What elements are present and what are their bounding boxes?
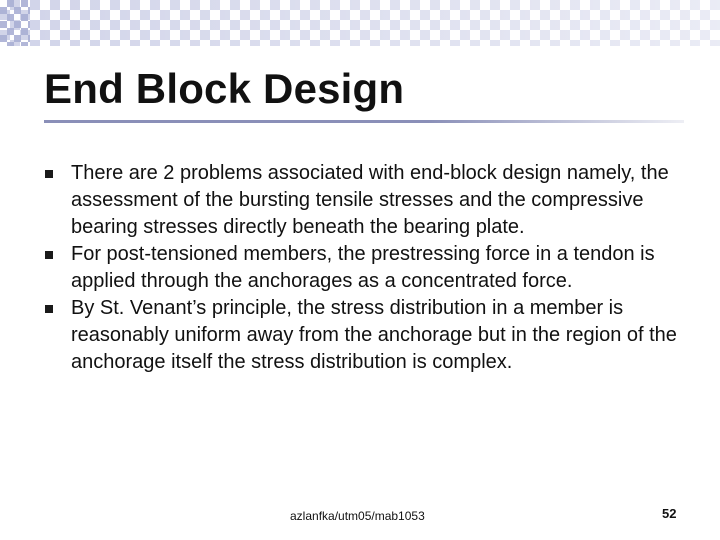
- title-underline: [44, 120, 684, 123]
- square-bullet-icon: [45, 251, 53, 259]
- checker-fade-overlay: [0, 0, 720, 46]
- square-bullet-icon: [45, 305, 53, 313]
- bullet-item: [44, 295, 694, 376]
- slide-page-number: 52: [662, 506, 677, 521]
- slide-title: End Block Design: [44, 65, 405, 112]
- bullet-text: By St. Venant’s principle, the stress distribution in a member is reasonably uniform away from the anchorage but in the region of the anchorage itself the stress distribution is complex.: [71, 297, 677, 373]
- bullet-item: [44, 241, 694, 295]
- bullet-list: [44, 160, 694, 376]
- bullet-text: There are 2 problems associated with end-block design namely, the assessment of the bursting tensile stresses and the compressive bearing stresses directly beneath the bearing plate.: [71, 162, 669, 238]
- slide-footer: azlanfka/utm05/mab1053: [290, 509, 425, 523]
- bullet-text: For post-tensioned members, the prestressing force in a tendon is applied through the anchorages as a concentrated force.: [71, 243, 655, 292]
- square-bullet-icon: [45, 170, 53, 178]
- bullet-item: [44, 160, 694, 241]
- checker-corner-decoration: [0, 0, 30, 46]
